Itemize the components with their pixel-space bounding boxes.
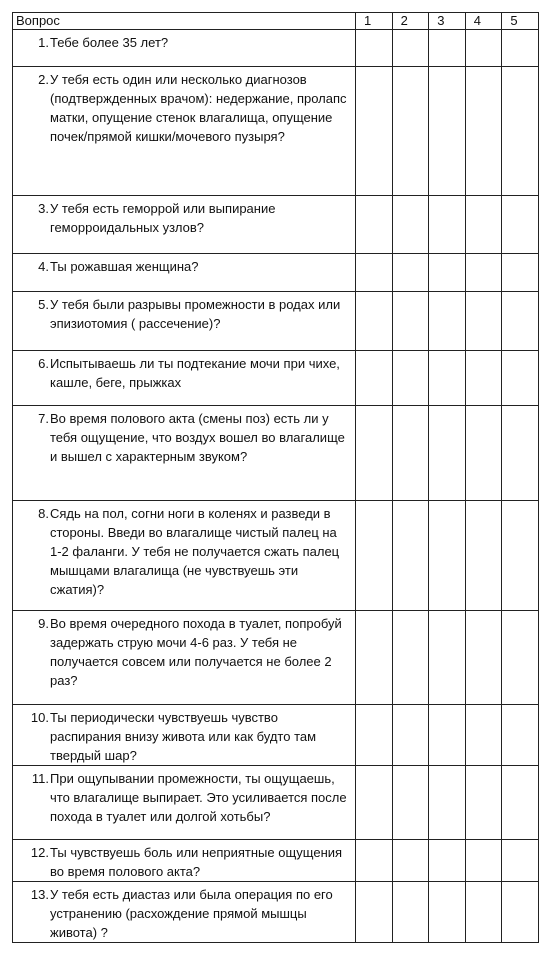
question-text: Ты периодически чувствуешь чувство распирания внизу живота или как будто там твердый шар? bbox=[50, 710, 317, 763]
answer-cell-4[interactable] bbox=[465, 840, 502, 882]
question-cell bbox=[13, 196, 356, 254]
answer-cell-5[interactable] bbox=[502, 501, 539, 611]
question-number: 4. bbox=[38, 259, 49, 274]
question-text: Ты рожавшая женщина? bbox=[50, 259, 199, 274]
question-cell bbox=[13, 501, 356, 611]
table-row bbox=[13, 611, 539, 705]
question-cell bbox=[13, 254, 356, 292]
answer-cell-2[interactable] bbox=[392, 30, 429, 67]
answer-cell-1[interactable] bbox=[356, 840, 393, 882]
answer-cell-5[interactable] bbox=[502, 840, 539, 882]
answer-cell-2[interactable] bbox=[392, 766, 429, 840]
table-row bbox=[13, 30, 539, 67]
table-row bbox=[13, 882, 539, 943]
question-number: 8. bbox=[38, 506, 49, 521]
question-number: 10. bbox=[30, 710, 49, 725]
answer-cell-3[interactable] bbox=[429, 501, 466, 611]
column-header-2: 2 bbox=[392, 13, 429, 30]
question-cell bbox=[13, 840, 356, 882]
question-number: 3. bbox=[38, 201, 49, 216]
answer-cell-5[interactable] bbox=[502, 882, 539, 943]
question-number: 13. bbox=[30, 887, 49, 902]
answer-cell-2[interactable] bbox=[392, 254, 429, 292]
answer-cell-1[interactable] bbox=[356, 351, 393, 406]
table-row bbox=[13, 766, 539, 840]
answer-cell-3[interactable] bbox=[429, 292, 466, 351]
answer-cell-1[interactable] bbox=[356, 611, 393, 705]
table-row bbox=[13, 705, 539, 766]
answer-cell-3[interactable] bbox=[429, 840, 466, 882]
answer-cell-5[interactable] bbox=[502, 196, 539, 254]
question-text: Тебе более 35 лет? bbox=[50, 35, 169, 50]
question-text: У тебя есть один или несколько диагнозов (подтвержденных врачом): недержание, пролапс матки, опущение стенок влагалища, опущение почек/прямой кишки/мочевого пузыря? bbox=[50, 72, 347, 144]
question-text: Ты чувствуешь боль или неприятные ощущения во время полового акта? bbox=[50, 845, 343, 879]
table-row bbox=[13, 67, 539, 196]
answer-cell-2[interactable] bbox=[392, 406, 429, 501]
question-column-header: Вопрос bbox=[13, 13, 356, 30]
answer-cell-5[interactable] bbox=[502, 351, 539, 406]
answer-cell-4[interactable] bbox=[465, 882, 502, 943]
answer-cell-3[interactable] bbox=[429, 351, 466, 406]
table-row bbox=[13, 292, 539, 351]
answer-cell-1[interactable] bbox=[356, 766, 393, 840]
questionnaire-table bbox=[12, 12, 539, 943]
answer-cell-5[interactable] bbox=[502, 67, 539, 196]
answer-cell-4[interactable] bbox=[465, 67, 502, 196]
question-cell bbox=[13, 351, 356, 406]
answer-cell-1[interactable] bbox=[356, 705, 393, 766]
answer-cell-2[interactable] bbox=[392, 196, 429, 254]
answer-cell-4[interactable] bbox=[465, 406, 502, 501]
answer-cell-3[interactable] bbox=[429, 196, 466, 254]
question-cell bbox=[13, 882, 356, 943]
answer-cell-1[interactable] bbox=[356, 292, 393, 351]
answer-cell-5[interactable] bbox=[502, 766, 539, 840]
question-number: 1. bbox=[38, 35, 49, 50]
answer-cell-5[interactable] bbox=[502, 254, 539, 292]
answer-cell-3[interactable] bbox=[429, 611, 466, 705]
header-row bbox=[13, 13, 539, 30]
answer-cell-1[interactable] bbox=[356, 254, 393, 292]
column-header-3: 3 bbox=[429, 13, 466, 30]
question-cell bbox=[13, 67, 356, 196]
table-row bbox=[13, 501, 539, 611]
question-cell bbox=[13, 611, 356, 705]
answer-cell-2[interactable] bbox=[392, 67, 429, 196]
answer-cell-2[interactable] bbox=[392, 840, 429, 882]
answer-cell-5[interactable] bbox=[502, 611, 539, 705]
question-cell bbox=[13, 705, 356, 766]
question-number: 6. bbox=[38, 356, 49, 371]
answer-cell-3[interactable] bbox=[429, 705, 466, 766]
question-number: 12. bbox=[30, 845, 49, 860]
answer-cell-3[interactable] bbox=[429, 67, 466, 196]
question-text: При ощупывании промежности, ты ощущаешь, что влагалище выпирает. Это усиливается после похода в туалет или долгой хотьбы? bbox=[50, 771, 347, 824]
answer-cell-1[interactable] bbox=[356, 67, 393, 196]
answer-cell-4[interactable] bbox=[465, 30, 502, 67]
question-number: 9. bbox=[38, 616, 49, 631]
answer-cell-1[interactable] bbox=[356, 882, 393, 943]
answer-cell-1[interactable] bbox=[356, 30, 393, 67]
answer-cell-5[interactable] bbox=[502, 406, 539, 501]
answer-cell-4[interactable] bbox=[465, 611, 502, 705]
answer-cell-1[interactable] bbox=[356, 196, 393, 254]
question-text: Испытываешь ли ты подтекание мочи при чихе, кашле, беге, прыжках bbox=[50, 356, 340, 390]
answer-cell-4[interactable] bbox=[465, 292, 502, 351]
answer-cell-5[interactable] bbox=[502, 292, 539, 351]
question-number: 11. bbox=[31, 771, 49, 786]
column-header-1: 1 bbox=[356, 13, 393, 30]
table-row bbox=[13, 406, 539, 501]
question-cell bbox=[13, 292, 356, 351]
answer-cell-4[interactable] bbox=[465, 501, 502, 611]
answer-cell-4[interactable] bbox=[465, 705, 502, 766]
answer-cell-3[interactable] bbox=[429, 766, 466, 840]
column-header-5: 5 bbox=[502, 13, 539, 30]
question-text: Во время полового акта (смены поз) есть ли у тебя ощущение, что воздух вошел во влагалище и вышел с характерным звуком? bbox=[50, 411, 345, 464]
question-cell bbox=[13, 406, 356, 501]
question-text: Сядь на пол, согни ноги в коленях и разведи в стороны. Введи во влагалище чистый палец на 1-2 фаланги. У тебя не получается сжать палец мышцами влагалища (не чувствуешь эти сжатия)? bbox=[50, 506, 340, 597]
answer-cell-4[interactable] bbox=[465, 196, 502, 254]
answer-cell-2[interactable] bbox=[392, 882, 429, 943]
answer-cell-1[interactable] bbox=[356, 406, 393, 501]
answer-cell-1[interactable] bbox=[356, 501, 393, 611]
question-text: У тебя есть геморрой или выпирание геморроидальных узлов? bbox=[50, 201, 276, 235]
answer-cell-3[interactable] bbox=[429, 254, 466, 292]
answer-cell-3[interactable] bbox=[429, 882, 466, 943]
answer-cell-3[interactable] bbox=[429, 30, 466, 67]
answer-cell-2[interactable] bbox=[392, 501, 429, 611]
answer-cell-2[interactable] bbox=[392, 351, 429, 406]
question-text: Во время очередного похода в туалет, попробуй задержать струю мочи 4-6 раз. У тебя не получается совсем или получается не более 2 раз? bbox=[50, 616, 342, 688]
table-row bbox=[13, 254, 539, 292]
question-cell bbox=[13, 30, 356, 67]
answer-cell-2[interactable] bbox=[392, 292, 429, 351]
answer-cell-2[interactable] bbox=[392, 705, 429, 766]
table-row bbox=[13, 196, 539, 254]
answer-cell-4[interactable] bbox=[465, 351, 502, 406]
table-row bbox=[13, 840, 539, 882]
answer-cell-3[interactable] bbox=[429, 406, 466, 501]
answer-cell-4[interactable] bbox=[465, 254, 502, 292]
question-number: 2. bbox=[38, 72, 49, 87]
question-number: 7. bbox=[38, 411, 49, 426]
answer-cell-5[interactable] bbox=[502, 30, 539, 67]
question-number: 5. bbox=[38, 297, 49, 312]
question-text: У тебя есть диастаз или была операция по его устранению (расхождение прямой мышцы живота) ? bbox=[50, 887, 333, 940]
column-header-4: 4 bbox=[465, 13, 502, 30]
answer-cell-2[interactable] bbox=[392, 611, 429, 705]
question-cell bbox=[13, 766, 356, 840]
question-text: У тебя были разрывы промежности в родах или эпизиотомия ( рассечение)? bbox=[50, 297, 341, 331]
table-row bbox=[13, 351, 539, 406]
answer-cell-4[interactable] bbox=[465, 766, 502, 840]
answer-cell-5[interactable] bbox=[502, 705, 539, 766]
